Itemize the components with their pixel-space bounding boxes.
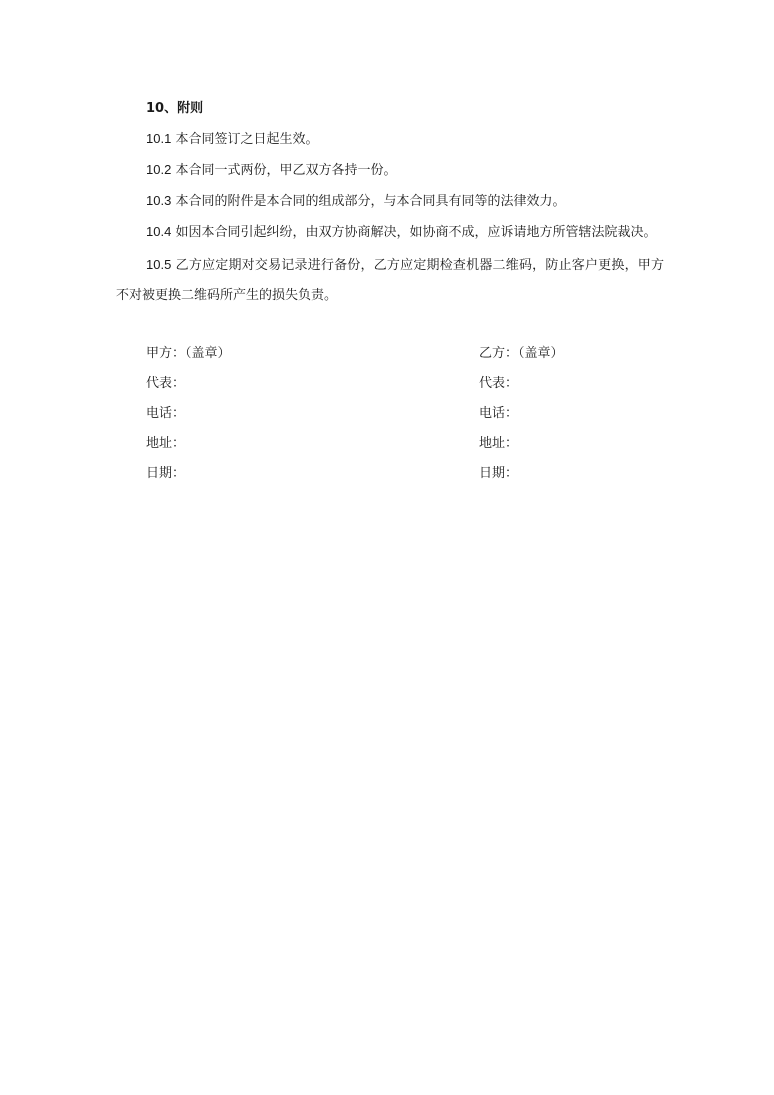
signature-row-party <box>146 339 646 369</box>
party-a-seal-label: 甲方：（盖章） <box>146 346 231 361</box>
section-heading: 10、附则 <box>146 101 204 116</box>
clause-text: 本合同的附件是本合同的组成部分，与本合同具有同等的法律效力。 <box>175 194 566 209</box>
party-b-seal-label: 乙方：（盖章） <box>479 346 564 361</box>
clause-10-2 <box>116 157 664 184</box>
party-a-phone-label: 电话： <box>146 406 186 421</box>
signature-row-date <box>146 459 646 489</box>
party-a-address-label: 地址： <box>146 436 186 451</box>
clause-10-5 <box>116 250 664 311</box>
clause-text: 乙方应定期对交易记录进行备份，乙方应定期检查机器二维码，防止客户更换，甲方不对被更换二维码所产生的损失负责。 <box>116 258 664 303</box>
clause-number: 10.2 <box>146 162 172 177</box>
clause-number: 10.1 <box>146 131 172 146</box>
clause-10-4 <box>116 219 664 246</box>
signature-row-address <box>146 429 646 459</box>
clause-text: 本合同一式两份，甲乙双方各持一份。 <box>175 163 397 178</box>
party-a-date-label: 日期： <box>146 466 186 481</box>
clause-number: 10.4 <box>146 224 172 239</box>
party-b-phone-label: 电话： <box>479 406 519 421</box>
appendix-section <box>116 96 664 315</box>
clause-10-1 <box>116 126 664 153</box>
clause-text: 本合同签订之日起生效。 <box>175 132 319 147</box>
clause-number: 10.3 <box>146 193 172 208</box>
clause-text: 如因本合同引起纠纷，由双方协商解决，如协商不成，应诉请地方所管辖法院裁决。 <box>175 225 657 240</box>
signature-row-representative <box>146 369 646 399</box>
party-a-representative-label: 代表： <box>146 376 186 391</box>
clause-10-3 <box>116 188 664 215</box>
clause-number: 10.5 <box>146 257 172 272</box>
party-b-date-label: 日期： <box>479 466 519 481</box>
party-b-representative-label: 代表： <box>479 376 519 391</box>
party-b-address-label: 地址： <box>479 436 519 451</box>
signature-block <box>146 339 646 489</box>
signature-row-phone <box>146 399 646 429</box>
